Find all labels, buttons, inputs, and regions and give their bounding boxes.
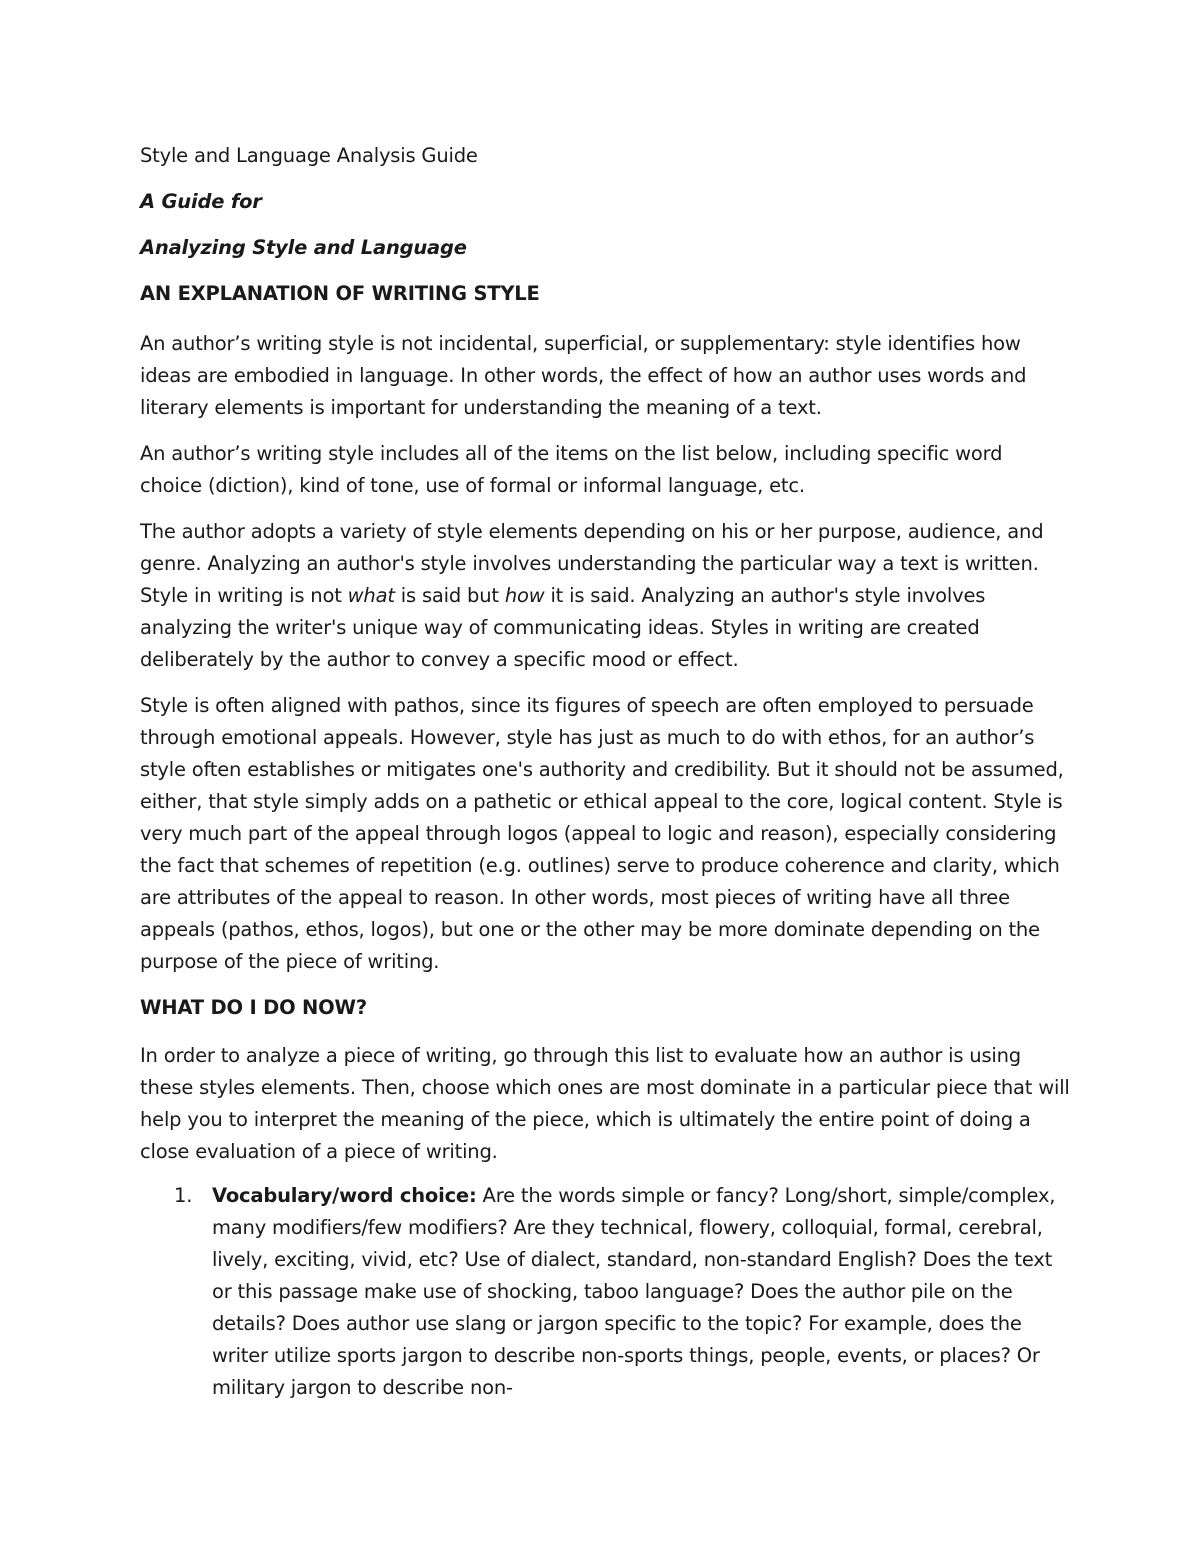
subtitle-line-1: A Guide for — [140, 190, 262, 213]
list-item-text: Are the words simple or fancy? Long/short, simple/complex, many modifiers/few modifiers? Are they technical, flowery, colloquial, formal, cerebral, lively, exciting, vivid, etc? Use of dialect, standard, non-standard English? Does the text or this passage make use of shocking, taboo language? Does the author pile on the details? Does author use slang or jargon specific to the topic? For example, does the writer utilize sports jargon to describe non-sports things, people, events, or places? Or military jargon to describe non- — [212, 1184, 1056, 1399]
emphasis-what: what — [347, 584, 395, 607]
paragraph-style-appeals: Style is often aligned with pathos, since its figures of speech are often employed to persuade through emotional appeals. However, style has just as much to do with ethos, for an author’s style often establishes or mitigates one's authority and credibility. But it should not be assumed, either, that style simply adds on a pathetic or ethical appeal to the core, logical content. Style is very much part of the appeal through logos (appeal to logic and reason), especially considering the fact that schemes of repetition (e.g. outlines) serve to produce coherence and clarity, which are attributes of the appeal to reason. In other words, most pieces of writing have all three appeals (pathos, ethos, logos), but one or the other may be more dominate depending on the purpose of the piece of writing. — [140, 694, 1064, 973]
document-page — [140, 140, 1070, 1404]
paragraph-text: is said but — [394, 584, 505, 607]
section-heading-what-now: WHAT DO I DO NOW? — [140, 996, 367, 1019]
document-title: Style and Language Analysis Guide — [140, 144, 478, 167]
emphasis-how: how — [504, 584, 545, 607]
subtitle-line-2: Analyzing Style and Language — [140, 236, 467, 259]
paragraph-text: it is said. Analyzing an author's style involves analyzing the writer's unique way of communicating ideas. Styles in writing are created deliberately by the author to convey a specific mood or effect. — [140, 584, 986, 671]
paragraph-style-elements — [140, 516, 1070, 676]
paragraph-style-includes: An author’s writing style includes all of the items on the list below, including specific word choice (diction), kind of tone, use of formal or informal language, etc. — [140, 442, 1003, 497]
list-item-term: Vocabulary/word choice: — [212, 1184, 477, 1207]
paragraph-text: The author adopts a variety of style elements depending on his or her purpose, audience, and genre. Analyzing an author's style involves understanding the particular way a text is written. Style in writing is not — [140, 520, 1044, 607]
list-item-number: 1. — [174, 1184, 193, 1207]
list-item — [174, 1180, 1070, 1404]
style-elements-list — [140, 1180, 1070, 1404]
section-heading-writing-style: AN EXPLANATION OF WRITING STYLE — [140, 282, 540, 305]
paragraph-style-definition: An author’s writing style is not incidental, superficial, or supplementary: style identifies how ideas are embodied in language. In other words, the effect of how an author uses words and literary elements is important for understanding the meaning of a text. — [140, 332, 1027, 419]
paragraph-instructions: In order to analyze a piece of writing, go through this list to evaluate how an author is using these styles elements. Then, choose which ones are most dominate in a particular piece that will help you to interpret the meaning of the piece, which is ultimately the entire point of doing a close evaluation of a piece of writing. — [140, 1044, 1070, 1163]
